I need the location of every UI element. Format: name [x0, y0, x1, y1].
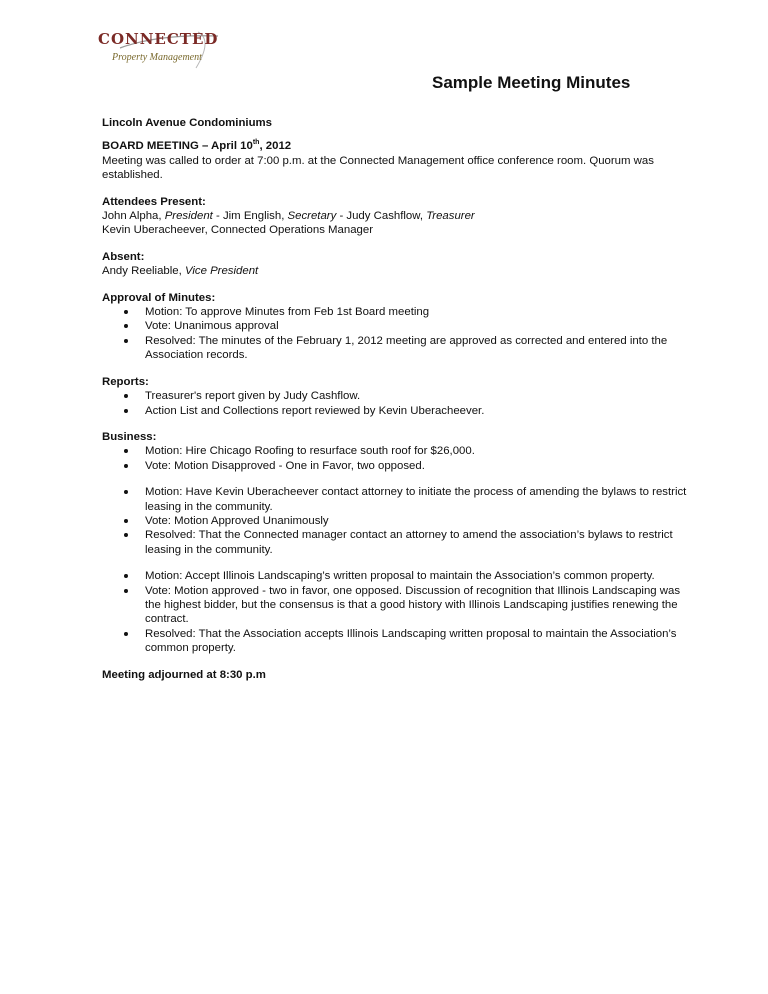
attendees-manager-line: Kevin Uberacheever, Connected Operations Manager: [102, 224, 374, 237]
business-list-landscaping: [102, 569, 692, 655]
list-item: Motion: Have Kevin Uberacheever contact attorney to initiate the process of amending the bylaws to restrict leasing in the community.: [102, 485, 692, 514]
logo-tagline: Property Management: [112, 52, 202, 63]
meeting-description: Meeting was called to order at 7:00 p.m. at the Connected Management office conference room. Quorum was established.: [102, 154, 654, 182]
adjourned-note: Meeting adjourned at 8:30 p.m: [102, 668, 266, 681]
reports-section: [102, 375, 692, 418]
list-item: Vote: Motion approved - two in favor, one opposed. Discussion of recognition that Illinois Landscaping was the highest bidder, but the consensus is that a good history with Illinois Landscaping justifies renewing the contract.: [102, 584, 692, 627]
list-item: Vote: Motion Approved Unanimously: [102, 514, 692, 528]
meeting-section: [102, 139, 692, 182]
absent-section: [102, 250, 692, 279]
list-item: Motion: Accept Illinois Landscaping’s written proposal to maintain the Association’s common property.: [102, 569, 692, 583]
list-item: Resolved: That the Association accepts Illinois Landscaping written proposal to maintain the Association’s common property.: [102, 627, 692, 656]
business-section: [102, 430, 692, 656]
approval-section: [102, 291, 692, 363]
absent-line: Andy Reeliable, Vice President: [102, 265, 259, 278]
logo-wordmark: CONNECTED: [98, 30, 219, 48]
list-item: Vote: Motion Disapproved - One in Favor, two opposed.: [102, 459, 692, 473]
association-name: Lincoln Avenue Condominiums: [102, 117, 273, 129]
attendees-line: John Alpha, President - Jim English, Secretary - Judy Cashflow, Treasurer: [102, 210, 475, 223]
reports-heading: Reports:: [102, 375, 149, 388]
minutes-body: [102, 116, 692, 682]
list-item: Action List and Collections report reviewed by Kevin Uberacheever.: [102, 404, 692, 418]
reports-list: [102, 389, 692, 418]
attendees-heading: Attendees Present:: [102, 195, 206, 208]
list-item: Vote: Unanimous approval: [102, 319, 692, 333]
business-list-bylaws: [102, 485, 692, 557]
list-item: Resolved: That the Connected manager contact an attorney to amend the association’s bylaws to restrict leasing in the community.: [102, 528, 692, 557]
page-title: Sample Meeting Minutes: [432, 73, 631, 92]
business-heading: Business:: [102, 430, 157, 443]
approval-list: [102, 305, 692, 363]
company-logo: [98, 28, 228, 72]
absent-heading: Absent:: [102, 250, 145, 263]
list-item: Resolved: The minutes of the February 1, 2012 meeting are approved as corrected and entered into the Association records.: [102, 334, 692, 363]
attendees-section: [102, 195, 692, 238]
business-list-roofing: [102, 444, 692, 473]
list-item: Motion: To approve Minutes from Feb 1st Board meeting: [102, 305, 692, 319]
meeting-heading: BOARD MEETING – April 10th, 2012: [102, 139, 292, 153]
list-item: Motion: Hire Chicago Roofing to resurface south roof for $26,000.: [102, 444, 692, 458]
approval-heading: Approval of Minutes:: [102, 291, 216, 304]
list-item: Treasurer's report given by Judy Cashflow.: [102, 389, 692, 403]
